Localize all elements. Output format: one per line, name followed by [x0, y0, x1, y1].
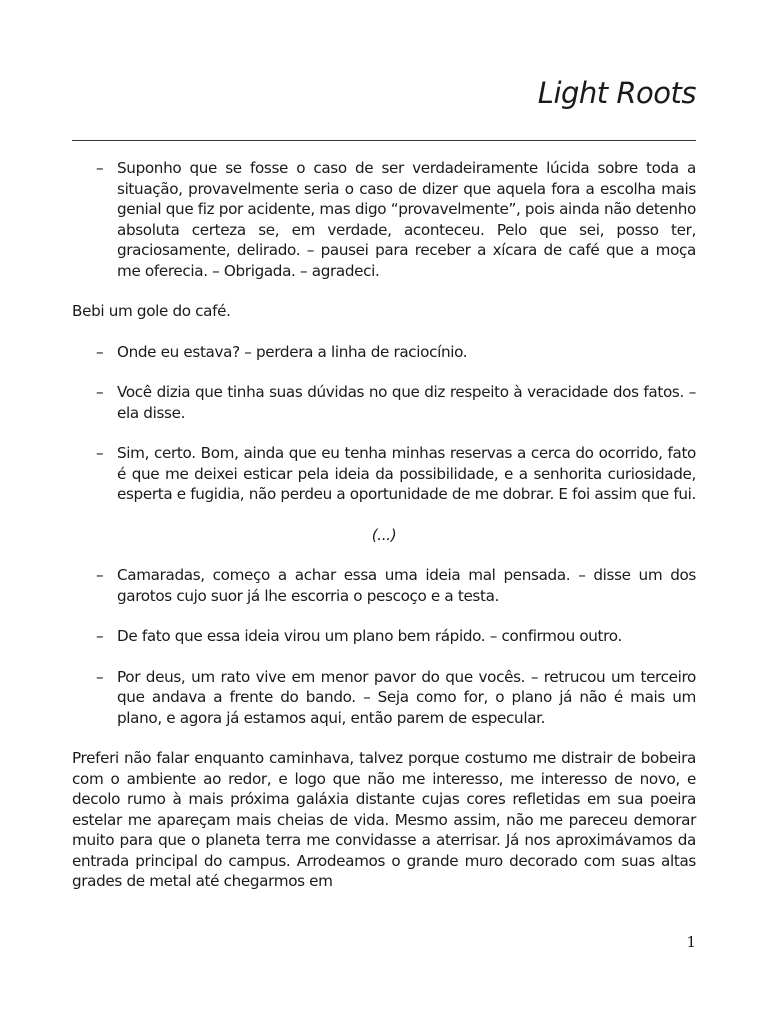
dialogue-paragraph: [72, 565, 696, 606]
dialogue-paragraph: [72, 158, 696, 281]
running-header-title: Light Roots: [537, 76, 696, 110]
dialogue-dash: –: [96, 159, 104, 177]
page-number: 1: [686, 933, 696, 951]
paragraph-text: Por deus, um rato vive em menor pavor do que vocês. – retrucou um terceiro que andava a frente do bando. – Seja como for, o plano já não é mais um plano, e agora já estamos aqui, então parem de especular.: [117, 667, 696, 727]
header-divider: [72, 140, 696, 141]
dialogue-paragraph: [72, 382, 696, 423]
dialogue-dash: –: [96, 667, 104, 686]
dialogue-dash: –: [96, 566, 104, 584]
dialogue-dash: –: [96, 383, 104, 401]
dialogue-paragraph: [72, 342, 696, 363]
paragraph-text: Você dizia que tinha suas dúvidas no que diz respeito à veracidade dos fatos. – ela disse.: [117, 383, 696, 422]
dialogue-dash: –: [96, 627, 104, 645]
paragraph-text: Sim, certo. Bom, ainda que eu tenha minhas reservas a cerca do ocorrido, fato é que me deixei esticar pela ideia da possibilidade, e a senhorita curiosidade, esperta e fugidia, não perdeu a oportunidade de me dobrar. E foi assim que fui.: [117, 444, 696, 503]
narrative-paragraph: Preferi não falar enquanto caminhava, talvez porque costumo me distrair de bobeira com o ambiente ao redor, e logo que não me interesso, me interesso de novo, e decolo rumo à mais próxima galáxia distante cujas cores refletidas em sua poeira estelar me apareçam mais cheias de vida. Mesmo assim, não me pareceu demorar muito para que o planeta terra me convidasse a aterrisar. Já nos aproximávamos da entrada principal do campus. Arrodeamos o grande muro decorado com suas altas grades de metal até chegarmos em: [72, 749, 696, 890]
dialogue-dash: –: [96, 342, 104, 361]
page-body: [72, 158, 696, 912]
section-separator: (...): [371, 525, 397, 544]
paragraph-text: De fato que essa ideia virou um plano bem rápido. – confirmou outro.: [117, 627, 622, 645]
dialogue-dash: –: [96, 444, 104, 462]
dialogue-paragraph: [72, 667, 696, 729]
paragraph-text: Onde eu estava? – perdera a linha de raciocínio.: [117, 342, 468, 361]
paragraph-text: Camaradas, começo a achar essa uma ideia mal pensada. – disse um dos garotos cujo suor já lhe escorria o pescoço e a testa.: [117, 566, 696, 605]
dialogue-paragraph: [72, 443, 696, 505]
paragraph-text: Suponho que se fosse o caso de ser verdadeiramente lúcida sobre toda a situação, provavelmente seria o caso de dizer que aquela fora a escolha mais genial que fiz por acidente, mas digo “provavelmente”, pois ainda não detenho absoluta certeza se, em verdade, aconteceu. Pelo que sei, posso ter, graciosamente, delirado. – pausei para receber a xícara de café que a moça me oferecia. – Obrigada. – agradeci.: [117, 159, 696, 280]
dialogue-paragraph: [72, 626, 696, 647]
narrative-paragraph: Bebi um gole do café.: [72, 302, 231, 320]
